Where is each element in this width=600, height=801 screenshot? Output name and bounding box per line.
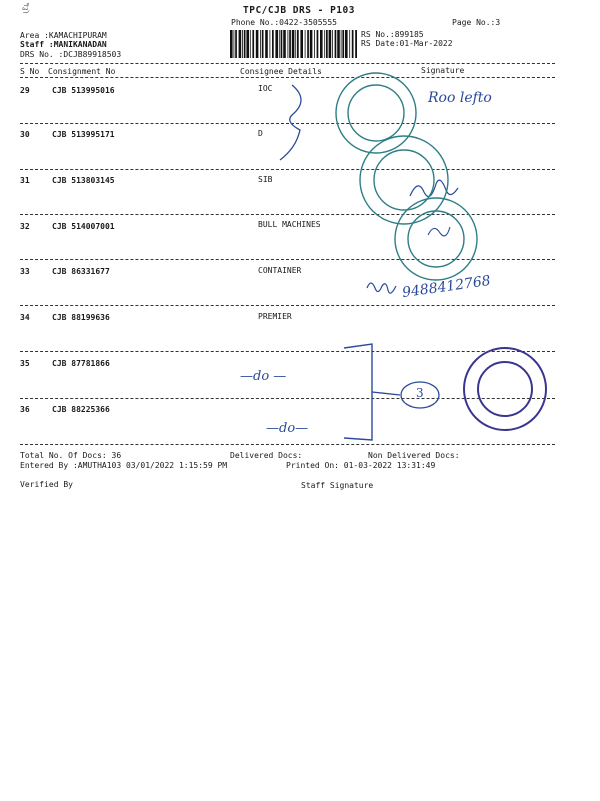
corner-mark: ಎ್ರೆ (22, 2, 30, 13)
rs-number: RS No.:899185 (361, 30, 424, 39)
row-consignment: CJB 513995171 (52, 130, 115, 139)
total-docs: Total No. Of Docs: 36 (20, 451, 122, 460)
row-consignment: CJB 86331677 (52, 267, 110, 276)
verified-by: Verified By (20, 480, 73, 489)
row-consignee: SIB (258, 175, 273, 184)
row-sno: 35 (20, 359, 30, 368)
row-divider (20, 169, 555, 170)
header-divider-bottom (20, 77, 555, 78)
row-consignee: IOC (258, 84, 273, 93)
col-consignment: Consignment No (48, 67, 116, 76)
row-consignment: CJB 513803145 (52, 176, 115, 185)
delivered-docs: Delivered Docs: (230, 451, 303, 460)
row-consignee: PREMIER (258, 312, 292, 321)
row-consignment: CJB 87781866 (52, 359, 110, 368)
row-consignment: CJB 514007001 (52, 222, 115, 231)
entered-by: Entered By :AMUTHA103 03/01/2022 1:15:59 PM (20, 461, 228, 470)
barcode (230, 30, 357, 58)
row-divider (20, 123, 555, 124)
row-sno: 33 (20, 267, 30, 276)
col-sno: S No (20, 67, 40, 76)
handwritten-ditto: —do— (266, 421, 309, 436)
rs-date: RS Date:01-Mar-2022 (361, 39, 453, 48)
page-number: Page No.:3 (452, 18, 501, 27)
header-divider-top (20, 63, 555, 64)
row-divider (20, 398, 555, 399)
row-sno: 32 (20, 222, 30, 231)
row-consignment: CJB 88199636 (52, 313, 110, 322)
row-divider (20, 259, 555, 260)
row-divider (20, 351, 555, 352)
row-consignee: BULL MACHINES (258, 220, 321, 229)
staff-signature-label: Staff Signature (301, 481, 374, 490)
staff-label: Staff :MANIKANADAN (20, 40, 107, 49)
non-delivered-docs: Non Delivered Docs: (368, 451, 460, 460)
row-consignee: D (258, 129, 263, 138)
handwritten-count: 3 (416, 386, 424, 400)
row-sno: 30 (20, 130, 30, 139)
area-label: Area :KAMACHIPURAM (20, 31, 107, 40)
phone-number: Phone No.:0422-3505555 (231, 18, 337, 27)
col-consignee: Consignee Details (240, 67, 322, 76)
row-divider (20, 305, 555, 306)
row-consignment: CJB 88225366 (52, 405, 110, 414)
handwritten-note: Roo lefto (428, 90, 492, 106)
document-title: TPC/CJB DRS - P103 (243, 5, 355, 16)
drs-number: DRS No. :DCJB89918503 (20, 50, 122, 59)
row-sno: 31 (20, 176, 30, 185)
handwritten-phone: 9488412768 (401, 272, 492, 302)
row-divider (20, 214, 555, 215)
handwritten-ditto: —do — (240, 369, 287, 384)
row-sno: 36 (20, 405, 30, 414)
row-sno: 29 (20, 86, 30, 95)
row-divider (20, 444, 555, 445)
col-signature: Signature (421, 66, 465, 75)
printed-on: Printed On: 01-03-2022 13:31:49 (286, 461, 436, 470)
row-sno: 34 (20, 313, 30, 322)
row-consignee: CONTAINER (258, 266, 302, 275)
row-consignment: CJB 513995016 (52, 86, 115, 95)
